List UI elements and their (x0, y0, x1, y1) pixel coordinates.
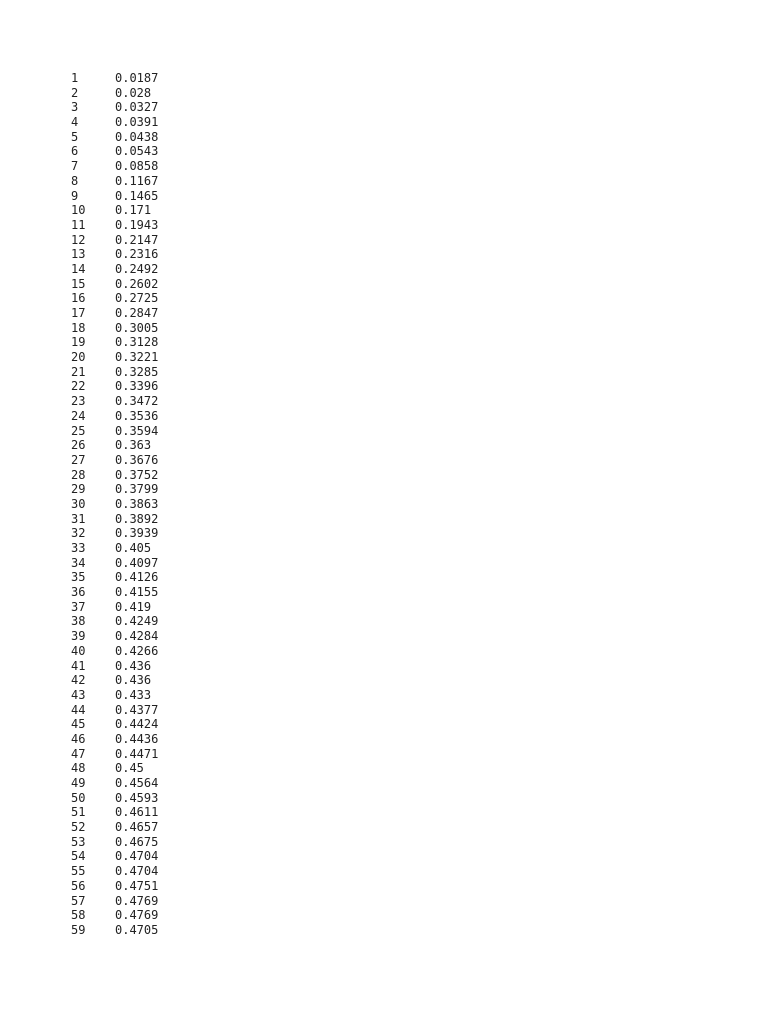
table-row (71, 747, 158, 762)
table-row (71, 556, 158, 571)
row-value: 0.0327 (115, 100, 159, 115)
row-index: 13 (71, 247, 86, 262)
table-row (71, 908, 158, 923)
row-index: 6 (71, 144, 79, 159)
table-row (71, 673, 158, 688)
table-row (71, 394, 158, 409)
row-index: 52 (71, 820, 86, 835)
table-row (71, 879, 158, 894)
row-index: 39 (71, 629, 86, 644)
table-row (71, 629, 158, 644)
row-index: 28 (71, 467, 86, 482)
table-row (71, 512, 158, 527)
row-value: 0.3676 (115, 452, 159, 467)
table-row (71, 233, 158, 248)
row-index: 32 (71, 526, 86, 541)
table-row (71, 262, 158, 277)
row-value: 0.3799 (115, 482, 159, 497)
row-index: 57 (71, 893, 86, 908)
table-row (71, 350, 158, 365)
row-index: 38 (71, 614, 86, 629)
row-value: 0.3594 (115, 423, 159, 438)
row-index: 25 (71, 423, 86, 438)
table-row (71, 189, 158, 204)
row-value: 0.3396 (115, 379, 159, 394)
table-row (71, 894, 158, 909)
row-value: 0.2602 (115, 276, 159, 291)
row-value: 0.4657 (115, 820, 159, 835)
row-value: 0.4704 (115, 864, 159, 879)
row-value: 0.4564 (115, 776, 159, 790)
row-index: 24 (71, 408, 86, 423)
row-value: 0.028 (115, 85, 152, 100)
row-value: 0.0391 (115, 115, 159, 130)
row-index: 12 (71, 232, 86, 247)
row-value: 0.3863 (115, 496, 159, 511)
row-index: 59 (71, 922, 86, 937)
row-index: 20 (71, 350, 86, 365)
row-index: 4 (71, 115, 79, 130)
row-value: 0.3536 (115, 408, 159, 423)
row-index: 34 (71, 555, 86, 570)
row-value: 0.3472 (115, 394, 159, 409)
data-listing (71, 71, 158, 938)
row-index: 45 (71, 717, 86, 732)
row-value: 0.4266 (115, 643, 159, 658)
table-row (71, 923, 158, 938)
row-index: 9 (71, 188, 79, 203)
table-row (71, 761, 158, 776)
table-row (71, 497, 158, 512)
row-index: 11 (71, 217, 86, 232)
row-value: 0.3005 (115, 320, 159, 335)
row-value: 0.2147 (115, 232, 159, 247)
table-row (71, 291, 158, 306)
row-index: 21 (71, 364, 86, 379)
row-value: 0.436 (115, 658, 152, 673)
row-value: 0.436 (115, 673, 152, 688)
row-value: 0.4249 (115, 614, 159, 629)
row-value: 0.405 (115, 541, 152, 555)
row-value: 0.4611 (115, 805, 159, 820)
row-index: 8 (71, 173, 79, 188)
row-index: 27 (71, 452, 86, 467)
row-value: 0.4436 (115, 731, 159, 746)
table-row (71, 570, 158, 585)
row-value: 0.4155 (115, 585, 159, 600)
row-index: 50 (71, 790, 86, 805)
row-index: 31 (71, 511, 86, 526)
table-row (71, 585, 158, 600)
row-value: 0.1943 (115, 217, 159, 232)
table-row (71, 468, 158, 483)
row-value: 0.45 (115, 761, 144, 776)
row-index: 56 (71, 878, 86, 893)
row-index: 15 (71, 276, 86, 291)
row-index: 7 (71, 159, 79, 174)
row-index: 33 (71, 541, 86, 555)
row-value: 0.2492 (115, 261, 159, 276)
table-row (71, 321, 158, 336)
row-index: 58 (71, 908, 86, 923)
row-index: 29 (71, 482, 86, 497)
row-index: 47 (71, 746, 86, 761)
table-row (71, 424, 158, 439)
table-row (71, 732, 158, 747)
table-row (71, 379, 158, 394)
table-row (71, 159, 158, 174)
row-value: 0.0858 (115, 159, 159, 174)
row-index: 19 (71, 335, 86, 350)
row-value: 0.1167 (115, 173, 159, 188)
row-value: 0.4377 (115, 702, 159, 717)
row-value: 0.3128 (115, 335, 159, 350)
row-value: 0.0438 (115, 129, 159, 144)
table-row (71, 703, 158, 718)
row-index: 40 (71, 643, 86, 658)
table-row (71, 335, 158, 350)
row-value: 0.4424 (115, 717, 159, 732)
row-index: 42 (71, 673, 86, 688)
table-row (71, 835, 158, 850)
row-index: 10 (71, 203, 86, 218)
row-value: 0.4593 (115, 790, 159, 805)
row-value: 0.433 (115, 687, 152, 702)
row-value: 0.4769 (115, 908, 159, 923)
table-row (71, 203, 158, 218)
table-row (71, 717, 158, 732)
row-index: 5 (71, 129, 79, 144)
table-row (71, 614, 158, 629)
row-value: 0.4675 (115, 834, 159, 849)
table-row (71, 805, 158, 820)
row-index: 44 (71, 702, 86, 717)
table-row (71, 644, 158, 659)
table-row (71, 688, 158, 703)
table-row (71, 820, 158, 835)
table-row (71, 144, 158, 159)
row-index: 14 (71, 261, 86, 276)
table-row (71, 86, 158, 101)
row-value: 0.4126 (115, 570, 159, 585)
table-row (71, 659, 158, 674)
row-value: 0.4704 (115, 849, 159, 864)
row-index: 55 (71, 864, 86, 879)
table-row (71, 438, 158, 453)
table-row (71, 218, 158, 233)
row-index: 37 (71, 599, 86, 614)
row-value: 0.2725 (115, 291, 159, 306)
row-index: 35 (71, 570, 86, 585)
table-row (71, 791, 158, 806)
table-row (71, 130, 158, 145)
row-value: 0.4751 (115, 878, 159, 893)
row-value: 0.3752 (115, 467, 159, 482)
row-value: 0.3285 (115, 364, 159, 379)
row-index: 17 (71, 306, 86, 320)
row-index: 26 (71, 438, 86, 453)
row-value: 0.4471 (115, 746, 159, 761)
row-index: 23 (71, 394, 86, 409)
table-row (71, 100, 158, 115)
table-row (71, 541, 158, 556)
row-index: 53 (71, 834, 86, 849)
table-row (71, 482, 158, 497)
table-row (71, 776, 158, 791)
table-row (71, 365, 158, 380)
table-row (71, 526, 158, 541)
row-value: 0.0187 (115, 71, 159, 85)
row-value: 0.0543 (115, 144, 159, 159)
row-index: 36 (71, 585, 86, 600)
table-row (71, 600, 158, 615)
row-index: 18 (71, 320, 86, 335)
row-value: 0.171 (115, 203, 152, 218)
row-value: 0.2316 (115, 247, 159, 262)
row-value: 0.3892 (115, 511, 159, 526)
row-value: 0.4769 (115, 893, 159, 908)
table-row (71, 71, 158, 86)
row-value: 0.3221 (115, 350, 159, 365)
row-index: 2 (71, 85, 79, 100)
table-row (71, 247, 158, 262)
row-index: 30 (71, 496, 86, 511)
row-index: 46 (71, 731, 86, 746)
row-index: 3 (71, 100, 79, 115)
row-value: 0.4705 (115, 922, 159, 937)
row-index: 16 (71, 291, 86, 306)
table-row (71, 306, 158, 321)
table-row (71, 115, 158, 130)
row-value: 0.4284 (115, 629, 159, 644)
row-index: 41 (71, 658, 86, 673)
row-value: 0.4097 (115, 555, 159, 570)
table-row (71, 174, 158, 189)
row-value: 0.3939 (115, 526, 159, 541)
table-row (71, 453, 158, 468)
table-row (71, 849, 158, 864)
row-index: 49 (71, 776, 86, 790)
row-index: 1 (71, 71, 79, 85)
row-value: 0.419 (115, 599, 152, 614)
row-index: 51 (71, 805, 86, 820)
row-index: 43 (71, 687, 86, 702)
row-value: 0.1465 (115, 188, 159, 203)
table-row (71, 409, 158, 424)
row-value: 0.363 (115, 438, 152, 453)
row-index: 22 (71, 379, 86, 394)
table-row (71, 277, 158, 292)
row-index: 54 (71, 849, 86, 864)
row-value: 0.2847 (115, 306, 159, 320)
table-row (71, 864, 158, 879)
row-index: 48 (71, 761, 86, 776)
